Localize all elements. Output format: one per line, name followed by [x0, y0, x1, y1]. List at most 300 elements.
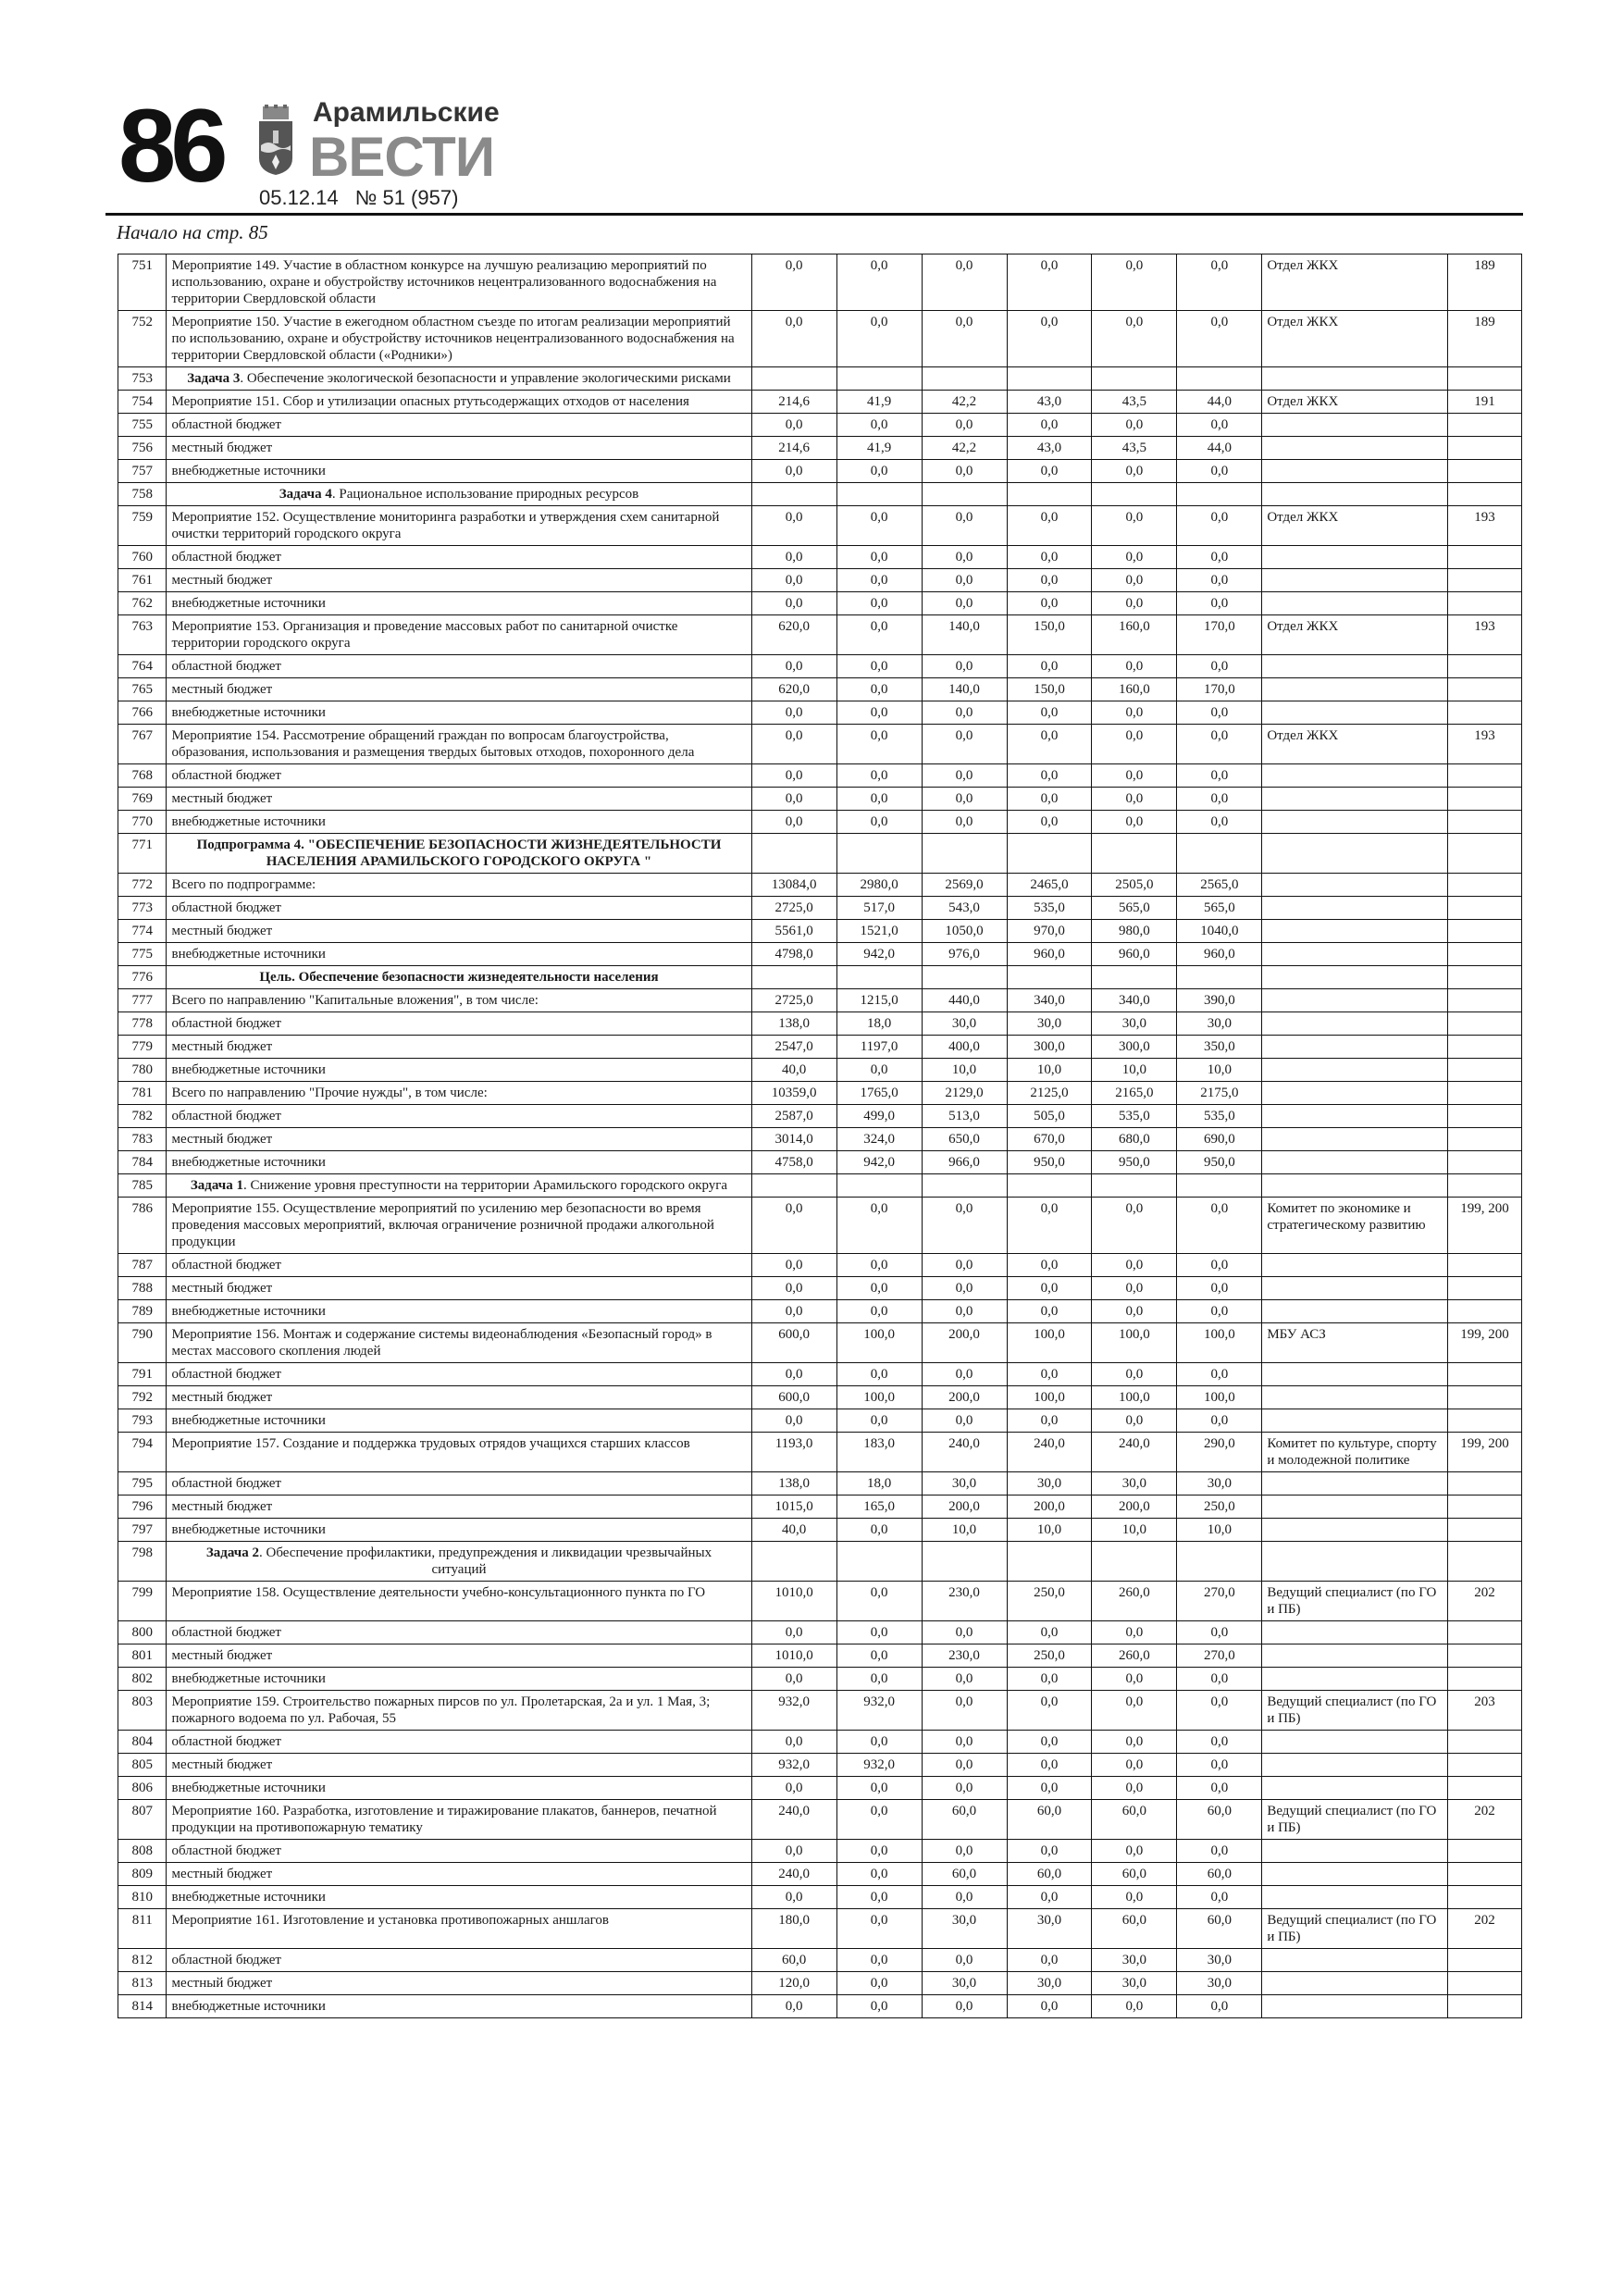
- amount-cell: 0,0: [1007, 701, 1092, 725]
- indicator-ref: [1448, 1840, 1522, 1863]
- indicator-ref: 189: [1448, 254, 1522, 311]
- row-description: внебюджетные источники: [167, 1300, 751, 1323]
- row-description: внебюджетные источники: [167, 811, 751, 834]
- task-text: . Обеспечение профилактики, предупреждения и ликвидации чрезвычайных ситуаций: [258, 1545, 712, 1577]
- responsible-party: [1262, 897, 1448, 920]
- row-number: 813: [118, 1972, 167, 1995]
- amount-cell: 0,0: [836, 701, 922, 725]
- amount-cell: 0,0: [751, 311, 836, 367]
- amount-cell: 0,0: [836, 1059, 922, 1082]
- amount-cell: 0,0: [922, 1731, 1007, 1754]
- amount-cell: 0,0: [1177, 788, 1262, 811]
- amount-cell: [1007, 834, 1092, 874]
- amount-cell: 0,0: [1092, 1363, 1177, 1386]
- amount-cell: 18,0: [836, 1472, 922, 1496]
- table-row: [118, 725, 1522, 764]
- row-number: 781: [118, 1082, 167, 1105]
- table-row: [118, 1386, 1522, 1409]
- responsible-party: [1262, 1082, 1448, 1105]
- amount-cell: 43,0: [1007, 437, 1092, 460]
- responsible-party: [1262, 1128, 1448, 1151]
- amount-cell: 30,0: [1092, 1972, 1177, 1995]
- row-number: 808: [118, 1840, 167, 1863]
- task-heading: [167, 367, 751, 391]
- row-number: 789: [118, 1300, 167, 1323]
- indicator-ref: 193: [1448, 725, 1522, 764]
- amount-cell: 150,0: [1007, 615, 1092, 655]
- table-row: [118, 655, 1522, 678]
- amount-cell: 932,0: [836, 1691, 922, 1731]
- indicator-ref: 199, 200: [1448, 1323, 1522, 1363]
- row-description: Мероприятие 157. Создание и поддержка трудовых отрядов учащихся старших классов: [167, 1433, 751, 1472]
- amount-cell: 942,0: [836, 1151, 922, 1174]
- amount-cell: 350,0: [1177, 1036, 1262, 1059]
- budget-table: [118, 254, 1522, 2018]
- row-description: внебюджетные источники: [167, 1995, 751, 2018]
- row-number: 805: [118, 1754, 167, 1777]
- responsible-party: [1262, 701, 1448, 725]
- amount-cell: 5561,0: [751, 920, 836, 943]
- amount-cell: 0,0: [836, 1254, 922, 1277]
- responsible-party: Отдел ЖКХ: [1262, 311, 1448, 367]
- table-row: [118, 592, 1522, 615]
- amount-cell: 0,0: [1177, 1621, 1262, 1644]
- row-description: местный бюджет: [167, 1128, 751, 1151]
- row-description: внебюджетные источники: [167, 701, 751, 725]
- amount-cell: 0,0: [1092, 506, 1177, 546]
- amount-cell: 0,0: [1177, 1995, 1262, 2018]
- row-number: 793: [118, 1409, 167, 1433]
- indicator-ref: 202: [1448, 1582, 1522, 1621]
- amount-cell: 0,0: [1092, 811, 1177, 834]
- amount-cell: 40,0: [751, 1059, 836, 1082]
- amount-cell: 0,0: [1007, 546, 1092, 569]
- table-row: [118, 1995, 1522, 2018]
- amount-cell: 0,0: [751, 1731, 836, 1754]
- amount-cell: 535,0: [1177, 1105, 1262, 1128]
- amount-cell: 0,0: [836, 414, 922, 437]
- table-row: [118, 546, 1522, 569]
- amount-cell: 60,0: [1092, 1800, 1177, 1840]
- amount-cell: 0,0: [751, 1300, 836, 1323]
- amount-cell: 0,0: [922, 811, 1007, 834]
- amount-cell: [1177, 367, 1262, 391]
- row-number: 814: [118, 1995, 167, 2018]
- amount-cell: 0,0: [836, 1840, 922, 1863]
- responsible-party: [1262, 1668, 1448, 1691]
- row-description: Мероприятие 150. Участие в ежегодном областном съезде по итогам реализации мероприятий по использованию, охране и обустройству источников нецентрализованного водоснабжения на территории Свердловской области («Родники»): [167, 311, 751, 367]
- indicator-ref: 193: [1448, 506, 1522, 546]
- amount-cell: 0,0: [922, 788, 1007, 811]
- row-description: областной бюджет: [167, 1731, 751, 1754]
- indicator-ref: [1448, 1105, 1522, 1128]
- amount-cell: 43,5: [1092, 437, 1177, 460]
- amount-cell: 30,0: [1177, 1972, 1262, 1995]
- table-row: [118, 1800, 1522, 1840]
- amount-cell: 0,0: [836, 546, 922, 569]
- amount-cell: 0,0: [836, 788, 922, 811]
- amount-cell: 60,0: [1092, 1863, 1177, 1886]
- amount-cell: 200,0: [922, 1386, 1007, 1409]
- amount-cell: 0,0: [751, 1886, 836, 1909]
- amount-cell: 0,0: [836, 678, 922, 701]
- row-number: 782: [118, 1105, 167, 1128]
- indicator-ref: [1448, 788, 1522, 811]
- indicator-ref: [1448, 1472, 1522, 1496]
- amount-cell: 0,0: [836, 1995, 922, 2018]
- amount-cell: 0,0: [751, 1198, 836, 1254]
- amount-cell: 44,0: [1177, 437, 1262, 460]
- amount-cell: 690,0: [1177, 1128, 1262, 1151]
- amount-cell: 0,0: [1092, 764, 1177, 788]
- row-description: Мероприятие 158. Осуществление деятельности учебно-консультационного пункта по ГО: [167, 1582, 751, 1621]
- row-number: 756: [118, 437, 167, 460]
- indicator-ref: [1448, 1300, 1522, 1323]
- table-row: [118, 311, 1522, 367]
- responsible-party: [1262, 874, 1448, 897]
- amount-cell: 0,0: [836, 811, 922, 834]
- amount-cell: 60,0: [1007, 1863, 1092, 1886]
- amount-cell: 0,0: [836, 1621, 922, 1644]
- indicator-ref: [1448, 943, 1522, 966]
- amount-cell: 0,0: [751, 1254, 836, 1277]
- amount-cell: [836, 834, 922, 874]
- amount-cell: 41,9: [836, 437, 922, 460]
- amount-cell: 0,0: [1007, 764, 1092, 788]
- amount-cell: [836, 1174, 922, 1198]
- amount-cell: 18,0: [836, 1012, 922, 1036]
- amount-cell: 2569,0: [922, 874, 1007, 897]
- indicator-ref: [1448, 1949, 1522, 1972]
- amount-cell: 440,0: [922, 989, 1007, 1012]
- amount-cell: 2587,0: [751, 1105, 836, 1128]
- amount-cell: 0,0: [1092, 1300, 1177, 1323]
- indicator-ref: [1448, 367, 1522, 391]
- continued-note: Начало на стр. 85: [117, 221, 268, 243]
- responsible-party: [1262, 1949, 1448, 1972]
- amount-cell: 1197,0: [836, 1036, 922, 1059]
- indicator-ref: 203: [1448, 1691, 1522, 1731]
- row-number: 779: [118, 1036, 167, 1059]
- table-row: [118, 966, 1522, 989]
- row-number: 812: [118, 1949, 167, 1972]
- amount-cell: 0,0: [1092, 1840, 1177, 1863]
- indicator-ref: [1448, 1496, 1522, 1519]
- row-number: 754: [118, 391, 167, 414]
- row-number: 780: [118, 1059, 167, 1082]
- indicator-ref: [1448, 920, 1522, 943]
- indicator-ref: [1448, 1863, 1522, 1886]
- table-row: [118, 1472, 1522, 1496]
- table-row: [118, 811, 1522, 834]
- responsible-party: Ведущий специалист (по ГО и ПБ): [1262, 1909, 1448, 1949]
- amount-cell: 0,0: [1092, 1731, 1177, 1754]
- row-number: 771: [118, 834, 167, 874]
- amount-cell: 0,0: [1177, 1840, 1262, 1863]
- table-row: [118, 920, 1522, 943]
- amount-cell: [836, 483, 922, 506]
- amount-cell: 10,0: [1177, 1059, 1262, 1082]
- responsible-party: Ведущий специалист (по ГО и ПБ): [1262, 1691, 1448, 1731]
- amount-cell: [922, 483, 1007, 506]
- amount-cell: 0,0: [1092, 546, 1177, 569]
- amount-cell: 100,0: [836, 1323, 922, 1363]
- amount-cell: 0,0: [1092, 1995, 1177, 2018]
- amount-cell: 0,0: [751, 1277, 836, 1300]
- amount-cell: 0,0: [922, 414, 1007, 437]
- amount-cell: 0,0: [922, 1886, 1007, 1909]
- task-text: . Рациональное использование природных ресурсов: [331, 487, 639, 502]
- amount-cell: 0,0: [1007, 1777, 1092, 1800]
- amount-cell: 0,0: [1092, 1754, 1177, 1777]
- amount-cell: 165,0: [836, 1496, 922, 1519]
- amount-cell: 0,0: [1177, 460, 1262, 483]
- amount-cell: 0,0: [1177, 1363, 1262, 1386]
- amount-cell: 950,0: [1007, 1151, 1092, 1174]
- amount-cell: 100,0: [1007, 1323, 1092, 1363]
- amount-cell: 10,0: [1092, 1059, 1177, 1082]
- responsible-party: [1262, 483, 1448, 506]
- amount-cell: 0,0: [1177, 506, 1262, 546]
- indicator-ref: [1448, 1972, 1522, 1995]
- amount-cell: 0,0: [1092, 1886, 1177, 1909]
- amount-cell: 0,0: [751, 1409, 836, 1433]
- indicator-ref: [1448, 546, 1522, 569]
- row-number: 758: [118, 483, 167, 506]
- amount-cell: 0,0: [1177, 414, 1262, 437]
- table-row: [118, 788, 1522, 811]
- responsible-party: [1262, 1754, 1448, 1777]
- amount-cell: 2505,0: [1092, 874, 1177, 897]
- row-number: 772: [118, 874, 167, 897]
- amount-cell: [1007, 483, 1092, 506]
- responsible-party: [1262, 546, 1448, 569]
- indicator-ref: [1448, 592, 1522, 615]
- amount-cell: 30,0: [1177, 1012, 1262, 1036]
- responsible-party: [1262, 920, 1448, 943]
- amount-cell: 290,0: [1177, 1433, 1262, 1472]
- responsible-party: Отдел ЖКХ: [1262, 506, 1448, 546]
- amount-cell: 0,0: [1007, 1886, 1092, 1909]
- amount-cell: 260,0: [1092, 1582, 1177, 1621]
- row-description: местный бюджет: [167, 1386, 751, 1409]
- amount-cell: 300,0: [1092, 1036, 1177, 1059]
- amount-cell: 30,0: [1092, 1472, 1177, 1496]
- amount-cell: 214,6: [751, 391, 836, 414]
- amount-cell: 10,0: [1007, 1059, 1092, 1082]
- row-description: областной бюджет: [167, 1254, 751, 1277]
- amount-cell: 0,0: [1007, 1995, 1092, 2018]
- amount-cell: 0,0: [922, 1254, 1007, 1277]
- amount-cell: 0,0: [836, 1644, 922, 1668]
- amount-cell: 60,0: [1092, 1909, 1177, 1949]
- amount-cell: 390,0: [1177, 989, 1262, 1012]
- row-description: Мероприятие 161. Изготовление и установка противопожарных аншлагов: [167, 1909, 751, 1949]
- amount-cell: 0,0: [751, 1621, 836, 1644]
- amount-cell: 324,0: [836, 1128, 922, 1151]
- amount-cell: [836, 1542, 922, 1582]
- table-row: [118, 460, 1522, 483]
- amount-cell: 200,0: [922, 1323, 1007, 1363]
- indicator-ref: 189: [1448, 311, 1522, 367]
- row-description: областной бюджет: [167, 655, 751, 678]
- table-row: [118, 1519, 1522, 1542]
- amount-cell: 0,0: [836, 460, 922, 483]
- responsible-party: [1262, 1995, 1448, 2018]
- row-number: 787: [118, 1254, 167, 1277]
- amount-cell: [1177, 483, 1262, 506]
- row-number: 784: [118, 1151, 167, 1174]
- amount-cell: 535,0: [1092, 1105, 1177, 1128]
- amount-cell: 140,0: [922, 678, 1007, 701]
- amount-cell: 240,0: [1007, 1433, 1092, 1472]
- amount-cell: 0,0: [836, 615, 922, 655]
- amount-cell: 0,0: [1177, 1886, 1262, 1909]
- amount-cell: 230,0: [922, 1644, 1007, 1668]
- row-description: местный бюджет: [167, 1036, 751, 1059]
- task-label: Задача 2: [205, 1545, 259, 1560]
- row-description: областной бюджет: [167, 1363, 751, 1386]
- amount-cell: 0,0: [1007, 254, 1092, 311]
- amount-cell: 43,0: [1007, 391, 1092, 414]
- amount-cell: 970,0: [1007, 920, 1092, 943]
- table-row: [118, 989, 1522, 1012]
- indicator-ref: [1448, 437, 1522, 460]
- amount-cell: 0,0: [1007, 460, 1092, 483]
- amount-cell: 270,0: [1177, 1582, 1262, 1621]
- task-heading: [167, 1542, 751, 1582]
- amount-cell: 300,0: [1007, 1036, 1092, 1059]
- row-number: 796: [118, 1496, 167, 1519]
- row-number: 762: [118, 592, 167, 615]
- amount-cell: 0,0: [751, 506, 836, 546]
- amount-cell: 932,0: [836, 1754, 922, 1777]
- row-description: внебюджетные источники: [167, 1059, 751, 1082]
- amount-cell: 250,0: [1007, 1582, 1092, 1621]
- row-description: внебюджетные источники: [167, 1777, 751, 1800]
- responsible-party: [1262, 1036, 1448, 1059]
- amount-cell: [1092, 483, 1177, 506]
- table-row: [118, 1082, 1522, 1105]
- amount-cell: 42,2: [922, 391, 1007, 414]
- row-number: 759: [118, 506, 167, 546]
- responsible-party: [1262, 1174, 1448, 1198]
- amount-cell: 0,0: [1177, 1777, 1262, 1800]
- amount-cell: 0,0: [836, 506, 922, 546]
- row-number: 752: [118, 311, 167, 367]
- row-number: 788: [118, 1277, 167, 1300]
- responsible-party: [1262, 943, 1448, 966]
- amount-cell: [751, 966, 836, 989]
- row-number: 755: [118, 414, 167, 437]
- table-row: [118, 1012, 1522, 1036]
- responsible-party: МБУ АСЗ: [1262, 1323, 1448, 1363]
- amount-cell: 2725,0: [751, 897, 836, 920]
- amount-cell: 0,0: [836, 311, 922, 367]
- table-row: [118, 834, 1522, 874]
- responsible-party: [1262, 1886, 1448, 1909]
- amount-cell: 0,0: [836, 1800, 922, 1840]
- table-row: [118, 1582, 1522, 1621]
- amount-cell: 0,0: [1092, 1277, 1177, 1300]
- row-description: внебюджетные источники: [167, 460, 751, 483]
- amount-cell: 0,0: [836, 1777, 922, 1800]
- indicator-ref: [1448, 897, 1522, 920]
- responsible-party: [1262, 1277, 1448, 1300]
- row-description: Мероприятие 152. Осуществление мониторинга разработки и утверждения схем санитарной очистки территорий городского округа: [167, 506, 751, 546]
- indicator-ref: [1448, 1995, 1522, 2018]
- row-description: внебюджетные источники: [167, 592, 751, 615]
- amount-cell: 0,0: [922, 764, 1007, 788]
- amount-cell: 0,0: [751, 460, 836, 483]
- amount-cell: 30,0: [1177, 1949, 1262, 1972]
- amount-cell: 0,0: [922, 592, 1007, 615]
- task-label: Задача 3: [187, 371, 241, 386]
- amount-cell: 10359,0: [751, 1082, 836, 1105]
- indicator-ref: [1448, 1754, 1522, 1777]
- table-row: [118, 1668, 1522, 1691]
- amount-cell: 0,0: [1177, 655, 1262, 678]
- amount-cell: 0,0: [1007, 1949, 1092, 1972]
- amount-cell: 0,0: [1007, 506, 1092, 546]
- amount-cell: 0,0: [836, 1300, 922, 1323]
- table-row: [118, 1363, 1522, 1386]
- amount-cell: 2129,0: [922, 1082, 1007, 1105]
- amount-cell: [1092, 834, 1177, 874]
- amount-cell: 517,0: [836, 897, 922, 920]
- row-description: областной бюджет: [167, 546, 751, 569]
- amount-cell: 499,0: [836, 1105, 922, 1128]
- row-number: 802: [118, 1668, 167, 1691]
- table-row: [118, 1323, 1522, 1363]
- table-row: [118, 1754, 1522, 1777]
- responsible-party: [1262, 1363, 1448, 1386]
- table-row: [118, 1731, 1522, 1754]
- responsible-party: [1262, 1542, 1448, 1582]
- amount-cell: [1177, 966, 1262, 989]
- row-number: 778: [118, 1012, 167, 1036]
- section-heading: Подпрограмма 4. "ОБЕСПЕЧЕНИЕ БЕЗОПАСНОСТИ ЖИЗНЕДЕЯТЕЛЬНОСТИ НАСЕЛЕНИЯ АРАМИЛЬСКОГО ГОРОДСКОГО ОКРУГА ": [167, 834, 751, 874]
- indicator-ref: [1448, 1254, 1522, 1277]
- table-row: [118, 506, 1522, 546]
- amount-cell: 0,0: [836, 569, 922, 592]
- amount-cell: [1177, 834, 1262, 874]
- indicator-ref: [1448, 834, 1522, 874]
- indicator-ref: [1448, 414, 1522, 437]
- amount-cell: 980,0: [1092, 920, 1177, 943]
- amount-cell: 2565,0: [1177, 874, 1262, 897]
- amount-cell: 0,0: [922, 1754, 1007, 1777]
- task-label: Задача 1: [190, 1178, 244, 1193]
- amount-cell: [1092, 367, 1177, 391]
- issue-info: [259, 187, 469, 209]
- amount-cell: 600,0: [751, 1323, 836, 1363]
- amount-cell: 30,0: [1092, 1949, 1177, 1972]
- responsible-party: Отдел ЖКХ: [1262, 615, 1448, 655]
- amount-cell: 0,0: [836, 1409, 922, 1433]
- amount-cell: [751, 483, 836, 506]
- amount-cell: 0,0: [1177, 569, 1262, 592]
- amount-cell: 1010,0: [751, 1644, 836, 1668]
- table-row: [118, 943, 1522, 966]
- amount-cell: [1177, 1542, 1262, 1582]
- responsible-party: [1262, 1863, 1448, 1886]
- amount-cell: 0,0: [1092, 1198, 1177, 1254]
- amount-cell: 0,0: [751, 811, 836, 834]
- amount-cell: 0,0: [1177, 1691, 1262, 1731]
- amount-cell: 240,0: [751, 1863, 836, 1886]
- amount-cell: 0,0: [1177, 811, 1262, 834]
